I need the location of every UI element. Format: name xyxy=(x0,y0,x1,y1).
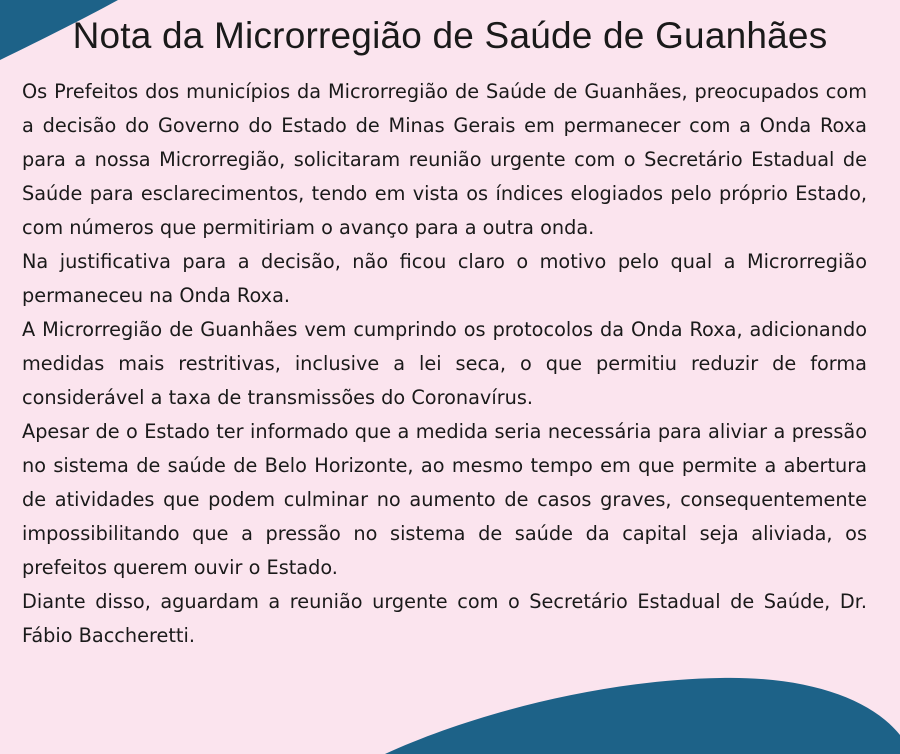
note-paragraph: Na justificativa para a decisão, não ficou claro o motivo pelo qual a Microrregião permaneceu na Onda Roxa. xyxy=(22,250,867,307)
note-body xyxy=(22,75,867,653)
page-title: Nota da Microrregião de Saúde de Guanhães xyxy=(72,15,828,56)
note-paragraph: Os Prefeitos dos municípios da Microrregião de Saúde de Guanhães, preocupados com a decisão do Governo do Estado de Minas Gerais em permanecer com a Onda Roxa para a nossa Microrregião, solicitaram reunião urgente com o Secretário Estadual de Saúde para esclarecimentos, tendo em vista os índices elogiados pelo próprio Estado, com números que permitiriam o avanço para a outra onda. xyxy=(22,80,867,239)
note-paragraph: A Microrregião de Guanhães vem cumprindo os protocolos da Onda Roxa, adicionando medidas mais restritivas, inclusive a lei seca, o que permitiu reduzir de forma considerável a taxa de transmissões do Coronavírus. xyxy=(22,318,867,409)
note-paragraph: Diante disso, aguardam a reunião urgente com o Secretário Estadual de Saúde, Dr. Fábio Baccheretti. xyxy=(22,590,867,647)
note-paragraph: Apesar de o Estado ter informado que a medida seria necessária para aliviar a pressão no sistema de saúde de Belo Horizonte, ao mesmo tempo em que permite a abertura de atividades que podem culminar no aumento de casos graves, consequentemente impossibilitando que a pressão no sistema de saúde da capital seja aliviada, os prefeitos querem ouvir o Estado. xyxy=(22,420,867,579)
